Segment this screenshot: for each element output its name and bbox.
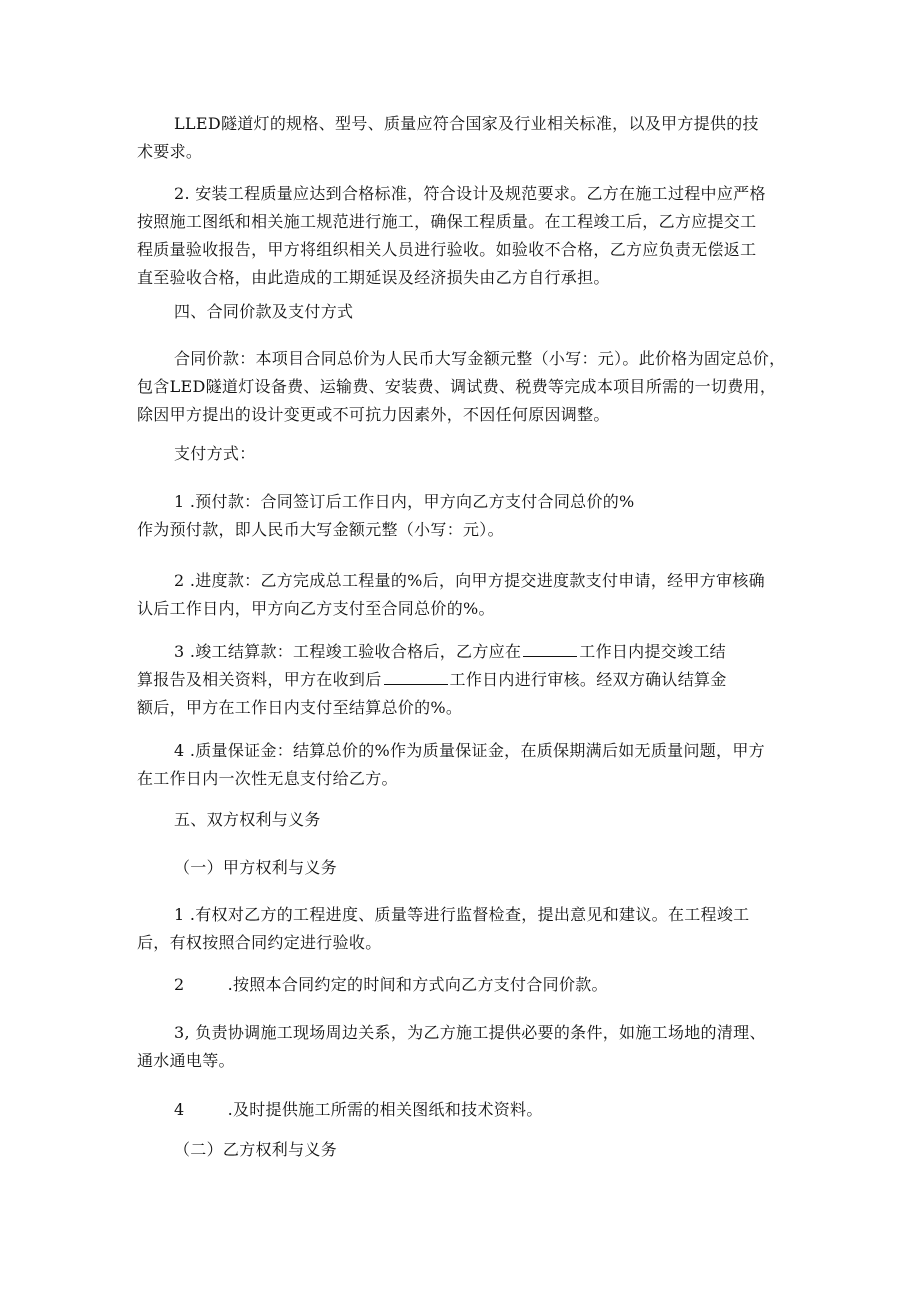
text-line bbox=[137, 666, 787, 694]
paragraph-installation-quality bbox=[137, 180, 787, 292]
payment-item-settlement bbox=[137, 638, 787, 722]
subsection-heading-party-b bbox=[137, 1136, 787, 1164]
party-a-item-2 bbox=[137, 971, 787, 999]
payment-method-label bbox=[137, 440, 787, 468]
text-line: 通水通电等。 bbox=[137, 1051, 235, 1070]
heading-text: （一）甲方权利与义务 bbox=[174, 858, 338, 877]
text-segment: 3 .竣工结算款：工程竣工验收合格后，乙方应在 bbox=[174, 642, 522, 661]
heading-text: 四、合同价款及支付方式 bbox=[174, 302, 354, 321]
text-line bbox=[137, 638, 787, 666]
text-line: 3, 负责协调施工现场周边关系，为乙方施工提供必要的条件，如施工场地的清理、 bbox=[174, 1023, 766, 1042]
text-segment: 工作日内提交竣工结 bbox=[579, 642, 726, 661]
blank-underline bbox=[384, 668, 448, 685]
text-line: 包含LED隧道灯设备费、运输费、安装费、调试费、税费等完成本项目所需的一切费用， bbox=[137, 377, 777, 396]
text-segment: 算报告及相关资料，甲方在收到后 bbox=[137, 670, 382, 689]
paragraph-contract-price bbox=[137, 345, 787, 429]
text-line: 1 .预付款：合同签订后工作日内，甲方向乙方支付合同总价的% bbox=[174, 492, 635, 511]
party-a-item-4 bbox=[137, 1096, 787, 1124]
text-line: 在工作日内一次性无息支付给乙方。 bbox=[137, 769, 398, 788]
section-heading-5 bbox=[137, 806, 787, 834]
text-line: 合同价款：本项目合同总价为人民币大写金额元整（小写：元）。此价格为固定总价， bbox=[174, 349, 786, 368]
text-line: 直至验收合格，由此造成的工期延误及经济损失由乙方自行承担。 bbox=[137, 268, 610, 287]
text-line: 2 .按照本合同约定的时间和方式向乙方支付合同价款。 bbox=[174, 975, 608, 994]
text-line: 2 .进度款：乙方完成总工程量的%后，向甲方提交进度款支付申请，经甲方审核确 bbox=[174, 571, 765, 590]
text-line: 作为预付款，即人民币大写金额元整（小写：元）。 bbox=[137, 520, 504, 539]
text-line: 2. 安装工程质量应达到合格标准，符合设计及规范要求。乙方在施工过程中应严格 bbox=[174, 184, 766, 203]
text-segment: 工作日内进行审核。经双方确认结算金 bbox=[449, 670, 727, 689]
section-heading-4 bbox=[137, 298, 787, 326]
payment-item-advance bbox=[137, 488, 787, 544]
payment-item-progress bbox=[137, 567, 787, 623]
heading-text: 五、双方权利与义务 bbox=[174, 810, 321, 829]
label-text: 支付方式： bbox=[174, 444, 256, 463]
text-line: 4 .质量保证金：结算总价的%作为质量保证金，在质保期满后如无质量问题，甲方 bbox=[174, 741, 765, 760]
paragraph-spec-standards bbox=[137, 110, 787, 166]
blank-underline bbox=[523, 640, 577, 657]
text-line: 后，有权按照合同约定进行验收。 bbox=[137, 933, 382, 952]
text-line: 认后工作日内，甲方向乙方支付至合同总价的%。 bbox=[137, 599, 495, 618]
heading-text: （二）乙方权利与义务 bbox=[174, 1140, 338, 1159]
party-a-item-3 bbox=[137, 1019, 787, 1075]
payment-item-warranty-deposit bbox=[137, 737, 787, 793]
text-line: LLED隧道灯的规格、型号、质量应符合国家及行业相关标准，以及甲方提供的技 bbox=[174, 114, 759, 133]
text-line: 除因甲方提出的设计变更或不可抗力因素外，不因任何原因调整。 bbox=[137, 405, 610, 424]
text-line: 程质量验收报告，甲方将组织相关人员进行验收。如验收不合格，乙方应负责无偿返工 bbox=[137, 240, 757, 259]
text-line: 术要求。 bbox=[137, 142, 203, 161]
text-line: 额后，甲方在工作日内支付至结算总价的%。 bbox=[137, 698, 463, 717]
text-line: 按照施工图纸和相关施工规范进行施工，确保工程质量。在工程竣工后，乙方应提交工 bbox=[137, 212, 757, 231]
subsection-heading-party-a bbox=[137, 854, 787, 882]
party-a-item-1 bbox=[137, 901, 787, 957]
text-line: 4 .及时提供施工所需的相关图纸和技术资料。 bbox=[174, 1100, 543, 1119]
text-line: 1 .有权对乙方的工程进度、质量等进行监督检查，提出意见和建议。在工程竣工 bbox=[174, 905, 750, 924]
